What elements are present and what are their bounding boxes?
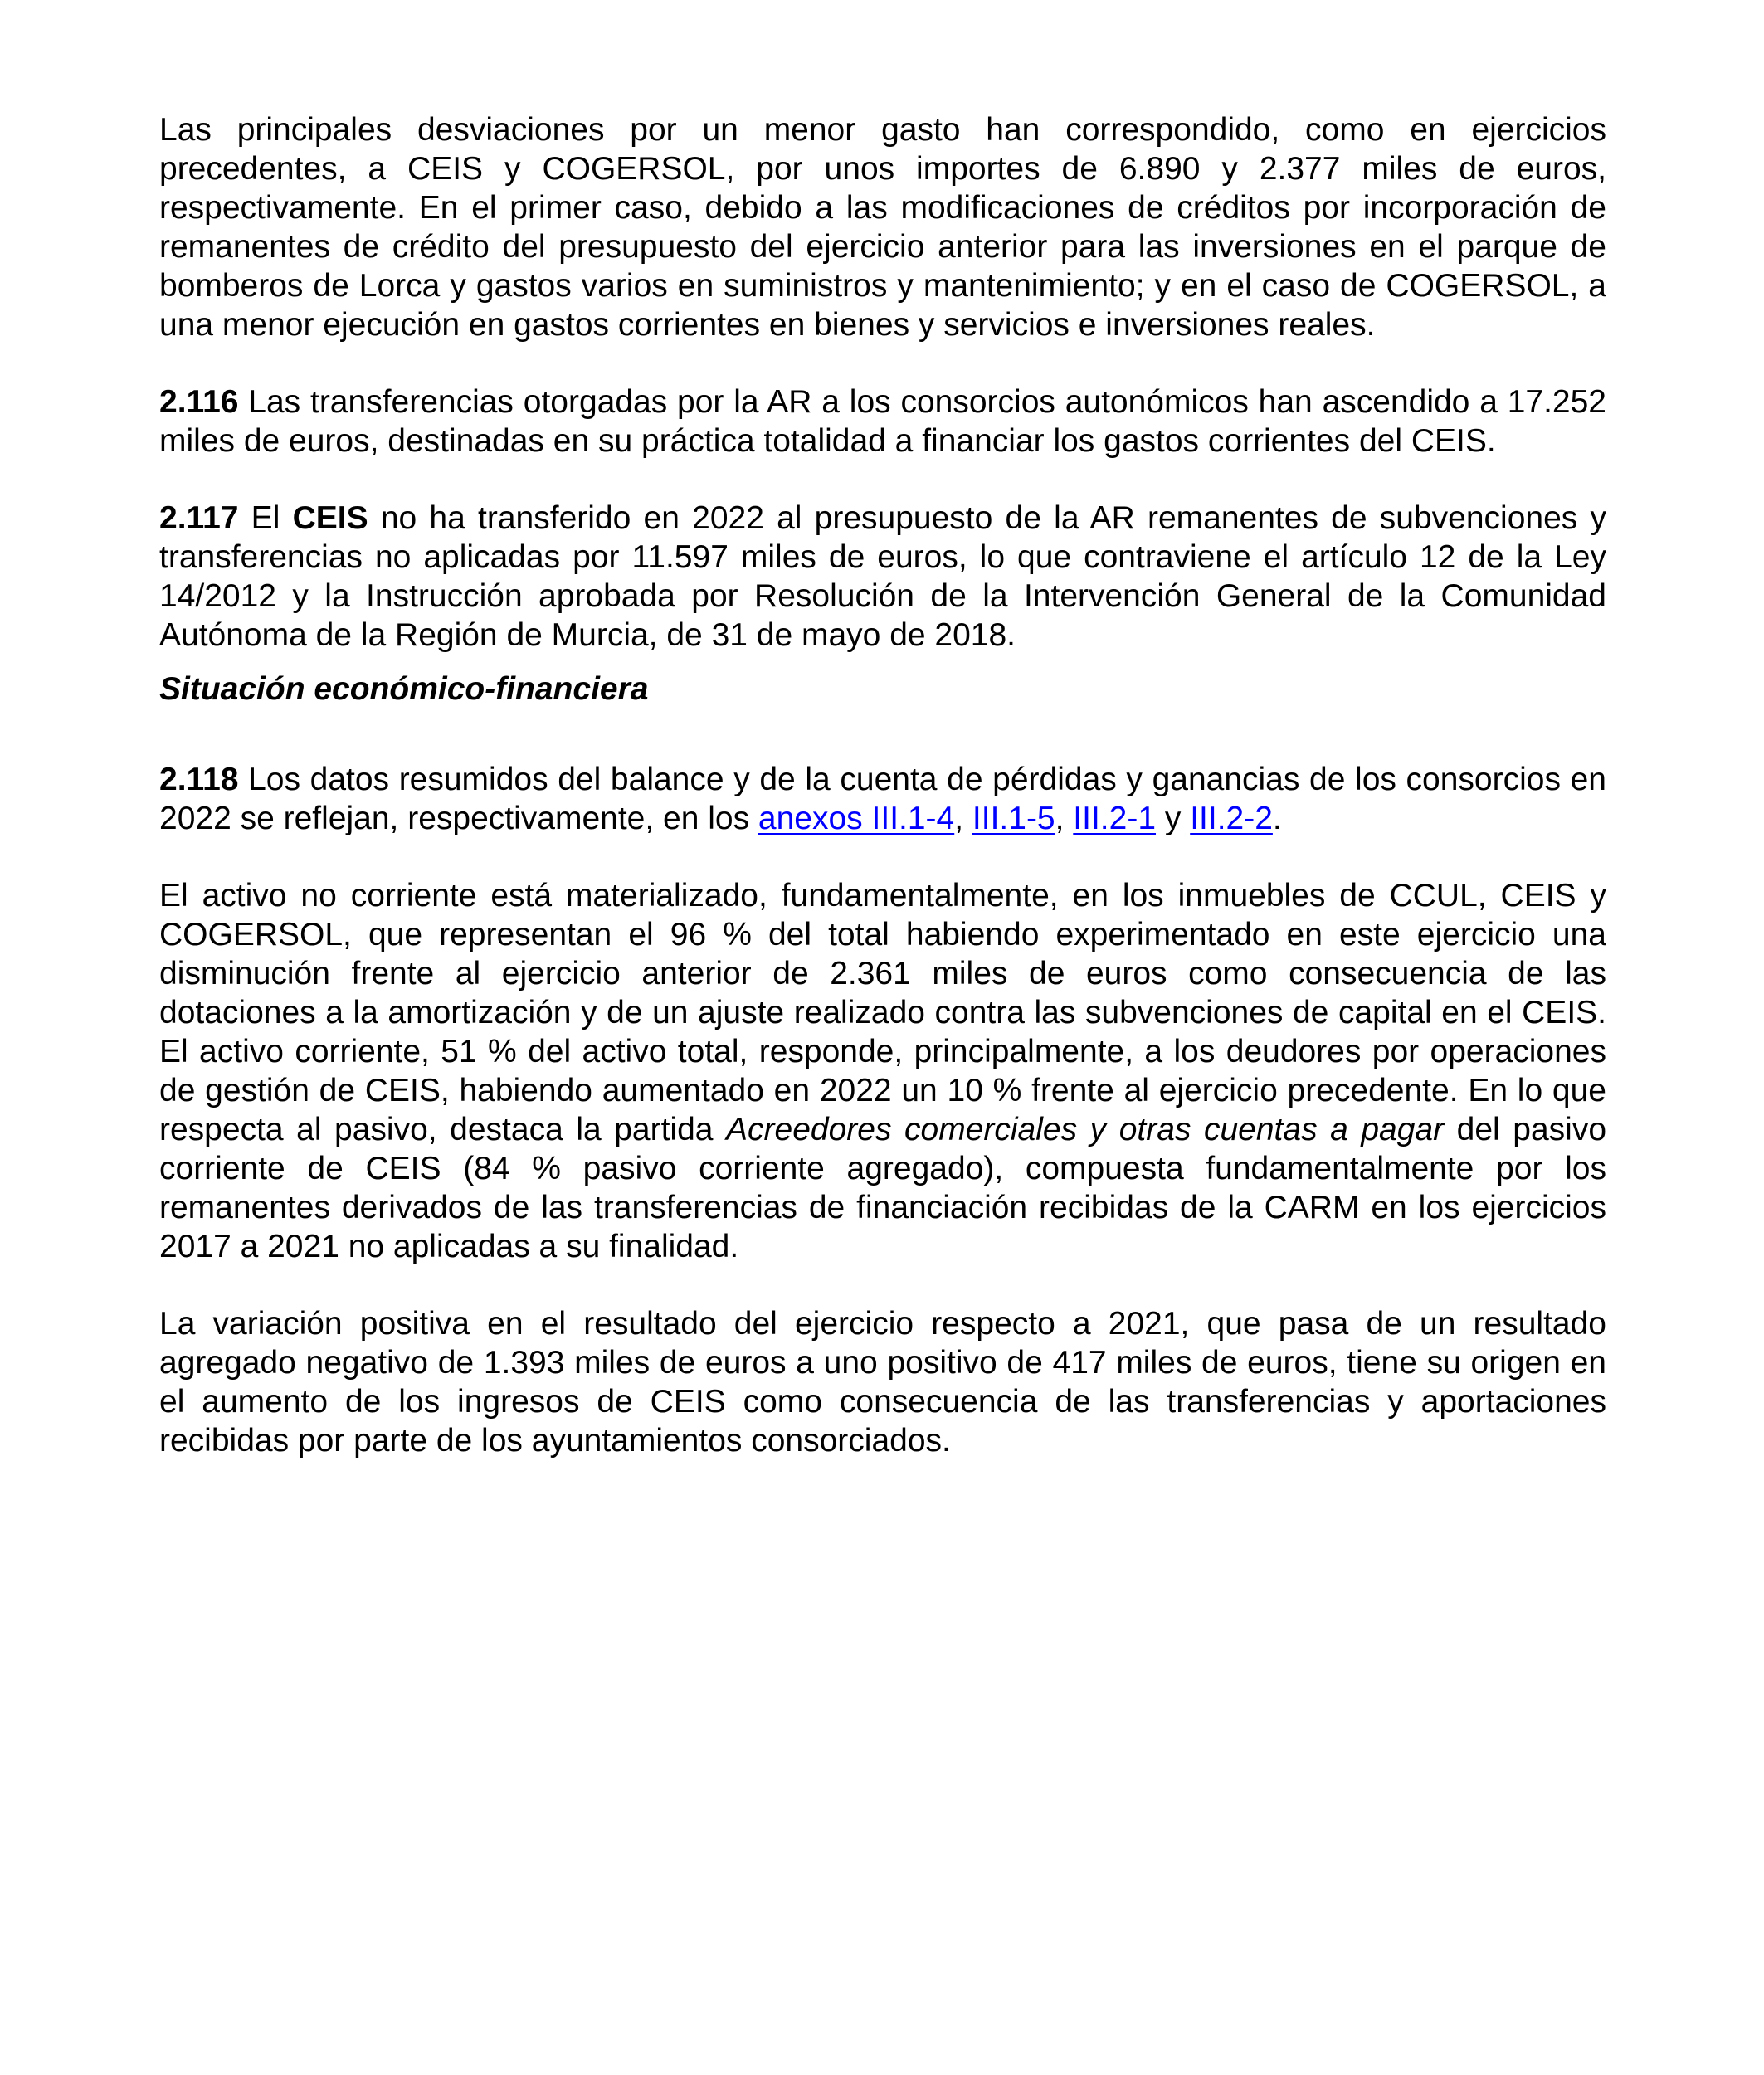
text-run: . (1272, 801, 1282, 836)
heading-situacion-economico-financiera (159, 670, 1606, 709)
paragraph-variacion-resultado (159, 1304, 1606, 1460)
paragraph-activo-pasivo (159, 876, 1606, 1266)
text-run: , (1055, 801, 1074, 836)
text-run: no ha transferido en 2022 al presupuesto de la AR remanentes de subvenciones y transferencias no aplicadas por 11.597 miles de euros, lo que contraviene el artículo 12 de la Ley 14/2012 y la Instrucción aprobada por Resolución de la Intervención General de la Comunidad Autónoma de la Región de Murcia, de 31 de mayo de 2018. (159, 500, 1606, 653)
text-run: Los datos resumidos del balance y de la cuenta de pérdidas y ganancias de los consorcios en 2022 se reflejan, respectivamente, en los (159, 762, 1606, 836)
paragraph-2-116 (159, 382, 1606, 460)
anexo-link-iii-2-2[interactable]: III.2-2 (1190, 801, 1273, 836)
text-run: El (238, 500, 293, 536)
text-run: Acreedores comerciales y otras cuentas a pagar (726, 1112, 1445, 1147)
paragraph-desviaciones (159, 110, 1606, 344)
text-run: CEIS (292, 500, 368, 536)
text-run: Situación económico-financiera (159, 671, 649, 707)
text-run: 2.118 (159, 762, 239, 797)
text-run: del pasivo corriente de CEIS (84 % pasivo corriente agregado), compuesta fundamentalmente por los remanentes derivados de las transferencias de financiación recibidas de la CARM en los ejercicios 2017 a 2021 no aplicadas a su finalidad. (159, 1112, 1607, 1264)
text-run: Las transferencias otorgadas por la AR a los consorcios autonómicos han ascendido a 17.252 miles de euros, destinadas en su práctica totalidad a financiar los gastos corrientes del CEIS. (159, 384, 1606, 459)
anexo-link-iii-1-5[interactable]: III.1-5 (972, 801, 1055, 836)
text-run: , (954, 801, 972, 836)
document-body (159, 110, 1606, 1460)
text-run: 2.117 (159, 500, 239, 536)
paragraph-2-118 (159, 760, 1606, 838)
anexo-link-iii-1-4[interactable]: anexos III.1-4 (758, 801, 955, 836)
text-run: y (1156, 801, 1191, 836)
text-run: La variación positiva en el resultado del ejercicio respecto a 2021, que pasa de un resultado agregado negativo de 1.393 miles de euros a uno positivo de 417 miles de euros, tiene su origen en el aumento de los ingresos de CEIS como consecuencia de las transferencias y aportaciones recibidas por parte de los ayuntamientos consorciados. (159, 1306, 1606, 1459)
paragraph-2-117 (159, 499, 1606, 655)
text-run: 2.116 (159, 384, 239, 420)
anexo-link-iii-2-1[interactable]: III.2-1 (1073, 801, 1157, 836)
text-run: El activo no corriente está materializado, fundamentalmente, en los inmuebles de CCUL, CEIS y COGERSOL, que representan el 96 % del total habiendo experimentado en este ejercicio una disminución frente al ejercicio anterior de 2.361 miles de euros como consecuencia de las dotaciones a la amortización y de un ajuste realizado contra las subvenciones de capital en el CEIS. El activo corriente, 51 % del activo total, responde, principalmente, a los deudores por operaciones de gestión de CEIS, habiendo aumentado en 2022 un 10 % frente al ejercicio precedente. En lo que respecta al pasivo, destaca la partida (159, 878, 1606, 1147)
text-run: Las principales desviaciones por un menor gasto han correspondido, como en ejercicios precedentes, a CEIS y COGERSOL, por unos importes de 6.890 y 2.377 miles de euros, respectivamente. En el primer caso, debido a las modificaciones de créditos por incorporación de remanentes de crédito del presupuesto del ejercicio anterior para las inversiones en el parque de bomberos de Lorca y gastos varios en suministros y mantenimiento; y en el caso de COGERSOL, a una menor ejecución en gastos corrientes en bienes y servicios e inversiones reales. (159, 112, 1606, 343)
